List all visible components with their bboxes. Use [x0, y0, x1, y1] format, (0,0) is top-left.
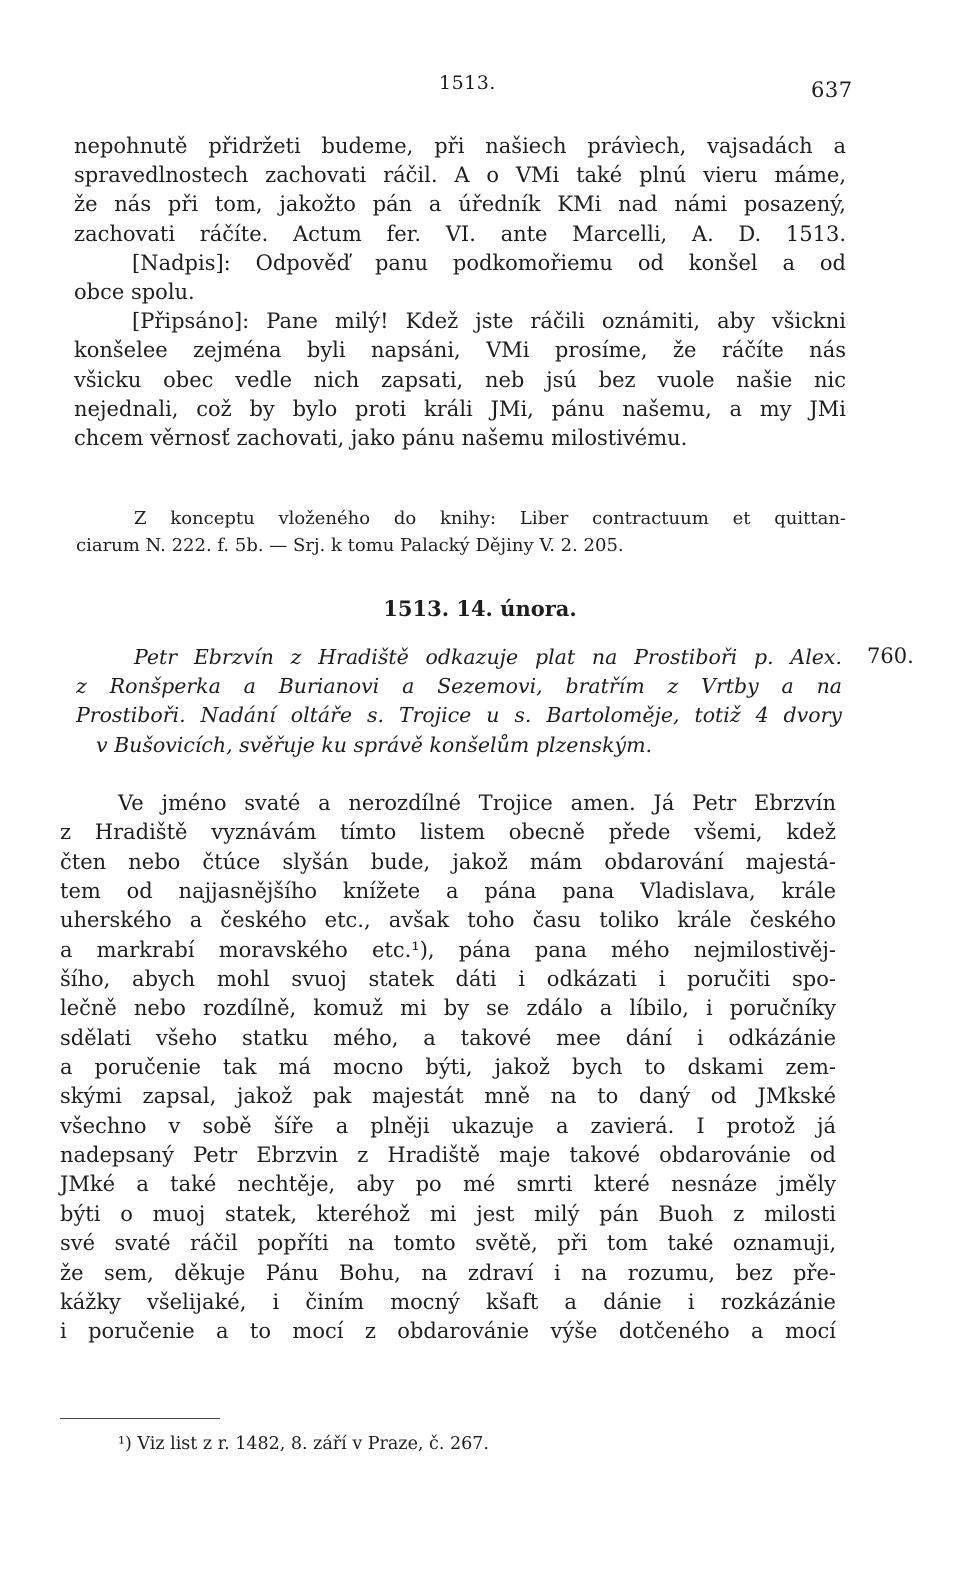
- text-line: konšelee zejména byli napsáni, VMi prosíme, že ráčíte nás: [74, 338, 846, 363]
- body-line: i poručenie a to mocí z obdarovánie výše dotčeného a mocí: [60, 1319, 836, 1344]
- footnote: ¹) Viz list z r. 1482, 8. září v Praze, č. 267.: [118, 1434, 489, 1454]
- text-line: nejednali, což by bylo proti králi JMi, pánu našemu, a my JMi: [74, 396, 846, 421]
- document-regest: [76, 643, 842, 760]
- regest-line: v Bušovicích, svěřuje ku správě konšelům plzenským.: [96, 732, 653, 757]
- body-line: z Hradiště vyznávám tímto listem obecně přede všemi, kdež: [60, 820, 836, 845]
- text-line: spravedlnostech zachovati ráčil. A o VMi také plnú vieru máme,: [74, 163, 846, 188]
- text-line: chcem věrnosť zachovati, jako pánu našemu milostivému.: [74, 426, 688, 451]
- body-line: Ve jméno svaté a nerozdílné Trojice amen. Já Petr Ebrzvín: [118, 791, 836, 815]
- text-line: že nás při tom, jakožto pán a úředník KMi nad námi posazený,: [74, 192, 846, 217]
- preceding-document-text: [74, 132, 846, 453]
- text-line: nepohnutě přidržeti budeme, při našiech právìech, vajsadách a: [74, 134, 846, 158]
- source-note: [76, 505, 846, 559]
- text-line: obce spolu.: [74, 280, 195, 305]
- body-line: čten nebo čtúce slyšán bude, jakož mám obdarování majestá-: [60, 849, 836, 874]
- body-line: a poručenie tak má mocno býti, jakož bych to dskami zem-: [60, 1055, 836, 1080]
- page-number: 637: [811, 78, 853, 102]
- running-head-year: 1513.: [439, 72, 496, 94]
- body-line: skými zapsal, jakož pak majestát mně na to daný od JMkské: [60, 1084, 836, 1109]
- text-line: [Připsáno]: Pane milý! Kdež jste ráčili oznámiti, aby všickni: [132, 309, 846, 334]
- text-line: všicku obec vedle nich zapsati, neb jsú bez vuole našie nic: [74, 367, 846, 392]
- body-line: šího, abych mohl svuoj statek dáti i odkázati i poručiti spo-: [60, 967, 836, 992]
- body-line: lečně nebo rozdílně, komuž mi by se zdálo a líbilo, i poručníky: [60, 996, 836, 1021]
- body-line: všechno v sobě šíře a plněji ukazuje a zavierá. I protož já: [60, 1113, 836, 1138]
- regest-line: Petr Ebrzvín z Hradiště odkazuje plat na Prostiboři p. Alex.: [134, 645, 842, 669]
- body-line: tem od najjasnějšího knížete a pána pana Vladislava, krále: [60, 879, 836, 904]
- footnote-divider: [60, 1418, 220, 1419]
- text-line: [Nadpis]: Odpověď panu podkomořiemu od konšel a od: [132, 250, 846, 275]
- source-line: ciarum N. 222. f. 5b. — Srj. k tomu Palacký Dějiny V. 2. 205.: [76, 535, 624, 556]
- body-line: své svaté ráčil popříti na tomto světě, při tom také oznamuji,: [60, 1231, 836, 1256]
- document-date-heading: 1513. 14. února.: [383, 596, 577, 621]
- source-line: Z konceptu vloženého do knihy: Liber contractuum et quittan-: [134, 508, 846, 529]
- text-line: zachovati ráčíte. Actum fer. VI. ante Marcelli, A. D. 1513.: [74, 221, 846, 246]
- body-line: a markrabí moravského etc.¹), pána pana mého nejmilostivěj-: [60, 937, 836, 962]
- body-line: nadepsaný Petr Ebrzvin z Hradiště maje takové obdarovánie od: [60, 1143, 836, 1168]
- regest-line: Prostiboři. Nadání oltáře s. Trojice u s. Bartoloměje, totiž 4 dvory: [76, 703, 842, 728]
- body-line: sdělati všeho statku mého, a takové mee dání i odkázánie: [60, 1025, 836, 1050]
- document-number: 760.: [867, 644, 914, 668]
- body-line: že sem, děkuje Pánu Bohu, na zdraví i na rozumu, bez pře-: [60, 1260, 836, 1285]
- regest-line: z Ronšperka a Burianovi a Sezemovi, bratřím z Vrtby a na: [76, 674, 842, 699]
- body-line: býti o muoj statek, kteréhož mi jest milý pán Buoh z milosti: [60, 1201, 836, 1226]
- document-body: [60, 789, 836, 1347]
- body-line: kážky všelijaké, i činím mocný kšaft a dánie i rozkázánie: [60, 1289, 836, 1314]
- body-line: JMké a také nechtěje, aby po mé smrti které nesnáze jměly: [60, 1172, 836, 1197]
- body-line: uherského a českého etc., avšak toho času toliko krále českého: [60, 908, 836, 933]
